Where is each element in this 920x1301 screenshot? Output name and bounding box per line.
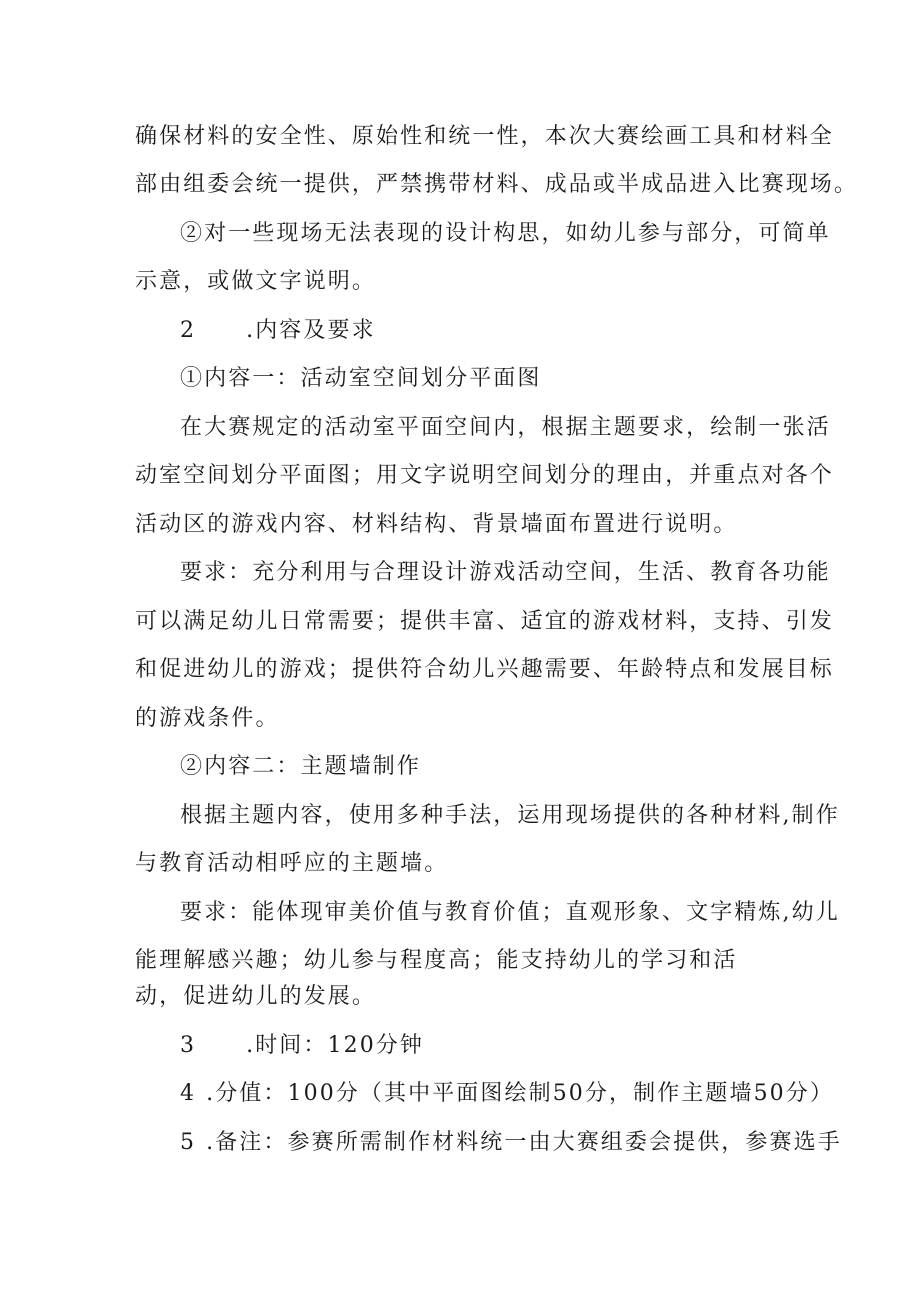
paragraph-line: 和促进幼儿的游戏；提供符合幼儿兴趣需要、年龄特点和发展目标 (135, 657, 834, 682)
paragraph-line: 确保材料的安全性、原始性和统一性，本次大赛绘画工具和材料全 (135, 124, 834, 149)
paragraph-line: 动，促进幼儿的发展。 (135, 984, 377, 1009)
section-heading-4 (180, 1079, 834, 1109)
paragraph-line: 要求：能体现审美价值与教育价值；直观形象、文字精炼,幼儿 (180, 900, 840, 925)
paragraph-line: 根据主题内容，使用多种手法，运用现场提供的各种材料,制作 (180, 803, 840, 828)
paragraph-line: 要求：充分利用与合理设计游戏活动空间，生活、教育各功能 (180, 560, 831, 585)
section-number: 5 (180, 1130, 197, 1155)
section-number: 3 (180, 1033, 197, 1058)
section-heading-5 (180, 1128, 842, 1158)
paragraph-line: 活动区的游戏内容、材料结构、背景墙面布置进行说明。 (135, 512, 738, 537)
section-title: .时间：120分钟 (246, 1033, 424, 1058)
section-title: .分值：100分（其中平面图绘制50分，制作主题墙50分） (206, 1081, 834, 1106)
section-number: 2 (180, 318, 197, 343)
paragraph-line: 动室空间划分平面图；用文字说明空间划分的理由，并重点对各个 (135, 463, 834, 488)
subheading-line: ②内容二：主题墙制作 (180, 754, 422, 779)
paragraph-line: 与教育活动相呼应的主题墙。 (135, 851, 449, 876)
paragraph-line: ②对一些现场无法表现的设计构思，如幼儿参与部分，可简单 (180, 221, 831, 246)
paragraph-line: 能理解感兴趣；幼儿参与程度高；能支持幼儿的学习和活 (135, 948, 738, 973)
subheading-line: ①内容一：活动室空间划分平面图 (180, 366, 542, 391)
section-title: .内容及要求 (246, 318, 376, 343)
section-heading-2 (180, 316, 376, 346)
section-number: 4 (180, 1081, 197, 1106)
paragraph-line: 示意，或做文字说明。 (135, 269, 377, 294)
section-title: .备注：参赛所需制作材料统一由大赛组委会提供，参赛选手 (206, 1130, 842, 1155)
section-heading-3 (180, 1031, 424, 1061)
paragraph-line: 部由组委会统一提供，严禁携带材料、成品或半成品进入比赛现场。 (135, 172, 859, 197)
paragraph-line: 在大赛规定的活动室平面空间内，根据主题要求，绘制一张活 (180, 415, 831, 440)
paragraph-line: 的游戏条件。 (135, 706, 280, 731)
paragraph-line: 可以满足幼儿日常需要；提供丰富、适宜的游戏材料，支持、引发 (135, 609, 834, 634)
